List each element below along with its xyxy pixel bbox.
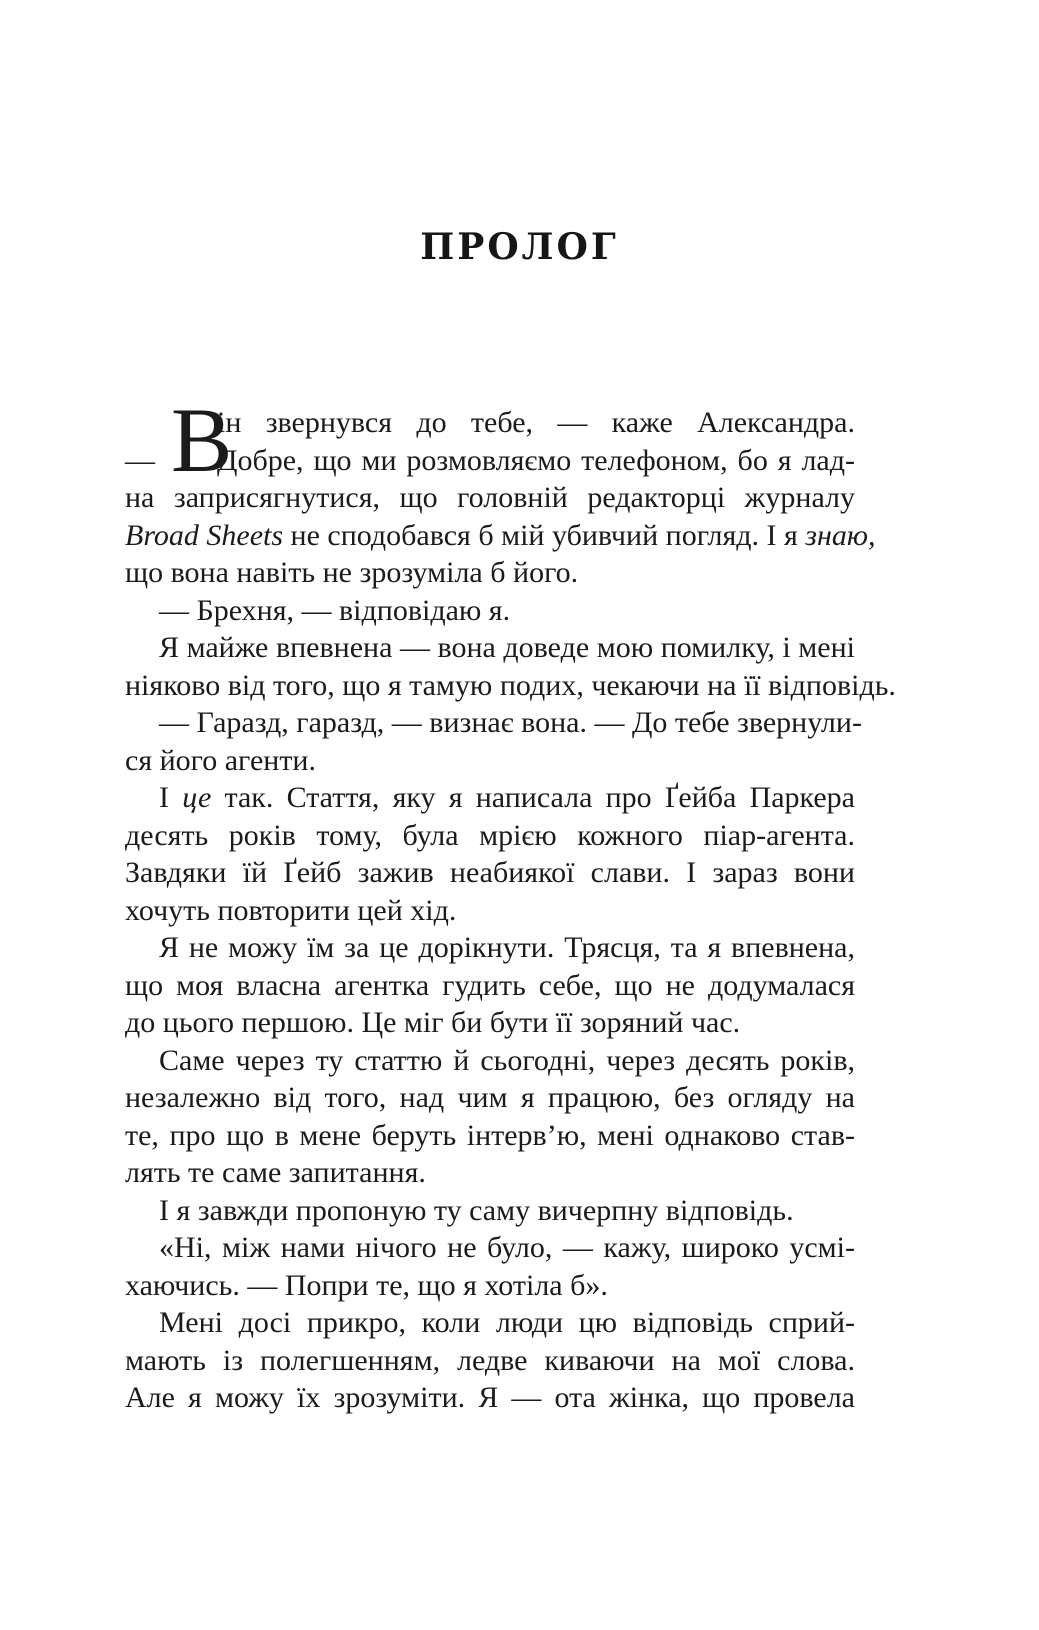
text-line: лять те саме запитання. — [125, 1156, 426, 1189]
text-line: І це так. Стаття, яку я написала про Ґейба Паркера — [159, 781, 855, 814]
text-line: Broad Sheets не сподобався б мій убивчий погляд. І я знаю, — [125, 518, 876, 552]
text-line: ніяково від того, що я тамую подих, чекаючи на її відповідь. — [125, 668, 896, 702]
text-line: Добре, що ми розмовляємо телефоном, бо я лад- — [217, 443, 855, 477]
body-text — [125, 389, 896, 1417]
text-line: мають із полегшенням, ледве киваючи на мої слова. — [125, 1343, 855, 1377]
text-line: хочуть повторити цей хід. — [125, 893, 457, 927]
text-line: Завдяки їй Ґейб зажив неабиякої слави. І зараз вони — [125, 856, 855, 889]
text-line: що моя власна агентка гудить себе, що не додумалася — [125, 968, 855, 1002]
text-line: десять років тому, була мрією кожного піар-агента. — [125, 818, 855, 852]
emphasis: це — [182, 781, 212, 814]
drop-cap: В — [171, 389, 233, 491]
text-line: на заприсягнутися, що головній редакторці журналу — [125, 481, 855, 514]
opening-dash: — — [125, 444, 155, 477]
magazine-title: Broad Sheets — [125, 518, 284, 552]
text-line: І я завжди пропоную ту саму вичерпну відповідь. — [159, 1193, 794, 1227]
text-line: Я не можу їм за це дорікнути. Трясця, та я впевнена, — [159, 931, 855, 964]
text-line: «Ні, між нами нічого не було, — кажу, широко усмі- — [159, 1231, 855, 1264]
text-line: те, про що в мене беруть інтерв’ю, мені однаково став- — [125, 1118, 855, 1152]
text-line: що вона навіть не зрозуміла б його. — [125, 556, 579, 589]
text-line: ін звернувся до тебе, — каже Александра. — [217, 406, 855, 439]
emphasis: знаю, — [805, 518, 876, 552]
text-line: до цього першою. Це міг би бути її зоряний час. — [125, 1006, 741, 1039]
text-line: Мені досі прикро, коли люди цю відповідь сприй- — [159, 1306, 855, 1339]
text-line: незалежно від того, над чим я працюю, без огляду на — [125, 1081, 855, 1114]
chapter-title: ПРОЛОГ — [420, 226, 619, 268]
text-line: — Гаразд, гаразд, — визнає вона. — До тебе звернули- — [159, 706, 862, 739]
opening-paragraph — [125, 389, 855, 491]
text-line: хаючись. — Попри те, що я хотіла б». — [125, 1268, 608, 1302]
text-line: — Брехня, — відповідаю я. — [159, 593, 511, 627]
text-line: Саме через ту статтю й сьогодні, через десять років, — [159, 1043, 855, 1077]
text-line: ся його агенти. — [125, 743, 316, 777]
text-line: Але я можу їх зрозуміти. Я — ота жінка, що провела — [125, 1381, 855, 1414]
text-line: Я майже впевнена — вона доведе мою помилку, і мені — [159, 631, 855, 664]
